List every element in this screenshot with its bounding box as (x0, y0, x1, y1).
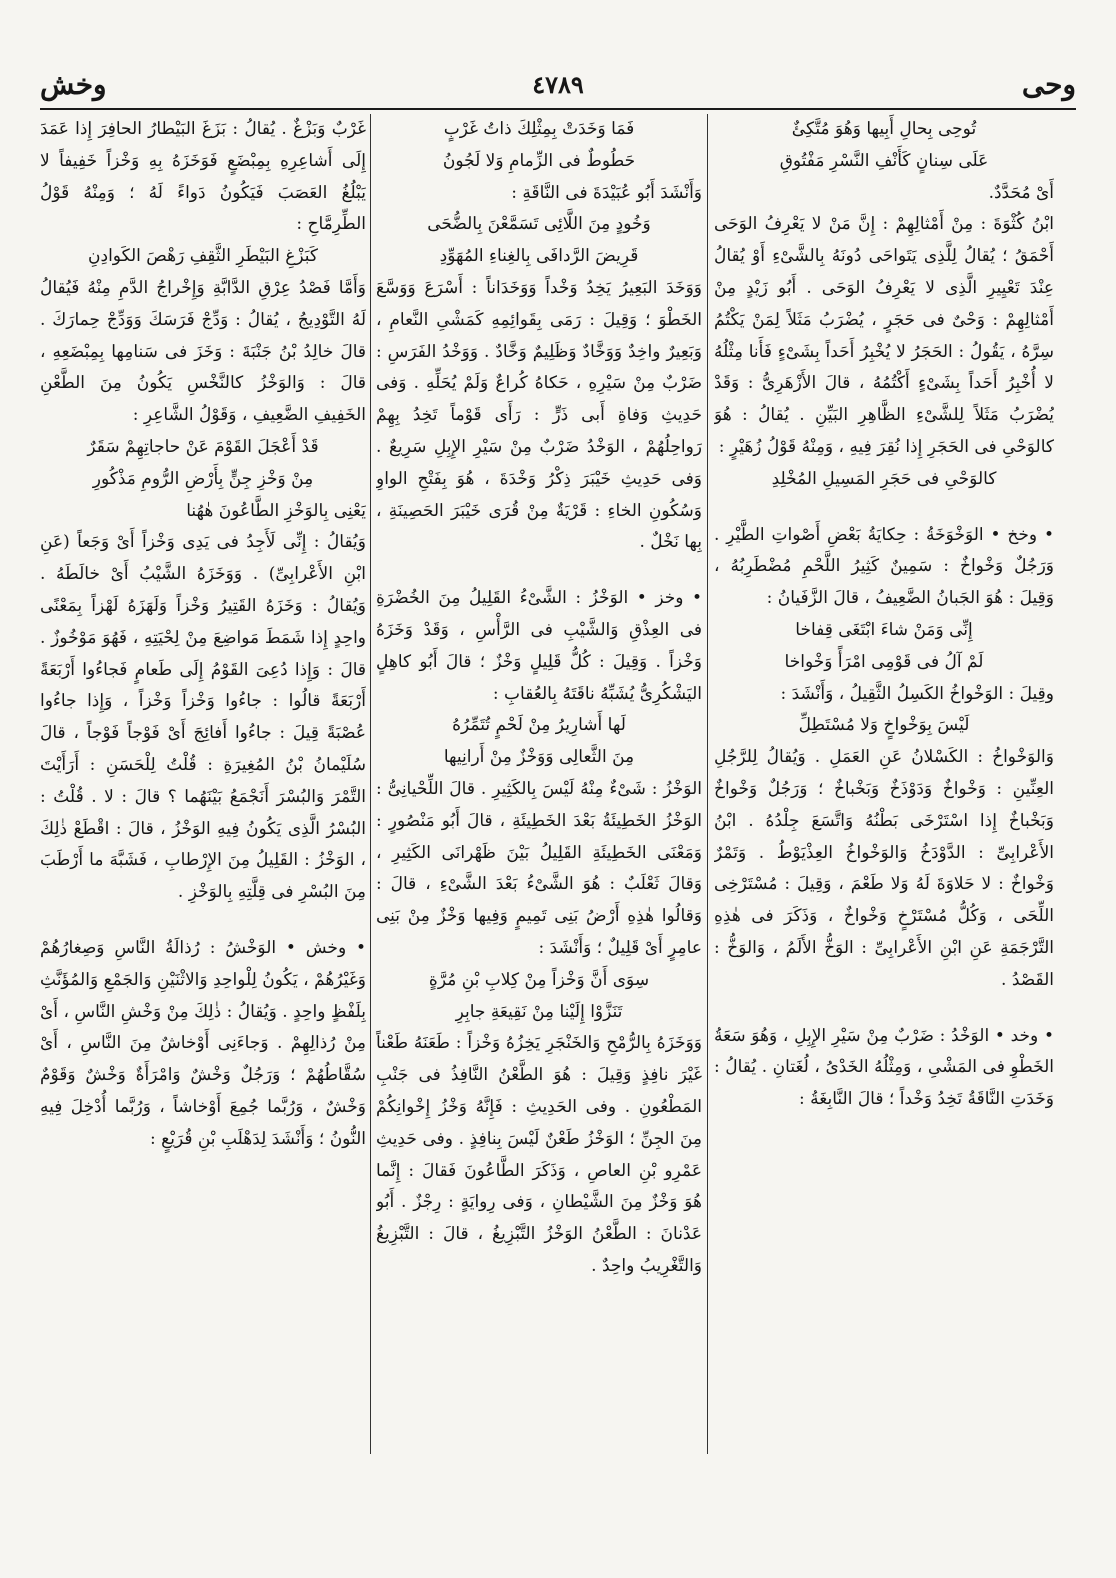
entry-paragraph: ابْنُ كُثْوَةَ : مِنْ أَمْثالِهِمْ : إِنَّ مَنْ لا يَعْرِفُ الوَحَى أَحْمَقُ ؛ يُقالُ لِلَّذِى يَتَواحَى دُونَهُ بِالشَّىْءِ أَوْ يُقالُ عِنْدَ تَعْيِيرِ الَّذِى لا يَعْرِفُ الوَحَى . أَبُو زَيْدٍ مِنْ أَمْثالِهِمْ : وَحْىٌ فى حَجَرٍ ، يُضْرَبُ مَثَلاً لِمَنْ يَكْتُمُ سِرَّهُ ، يَقُولُ : الحَجَرُ لا يُخْبِرُ أَحَداً بِشَىْءٍ فَأَنا مِثْلُهُ لا أُخْبِرُ أَحَداً بِشَىْءٍ أَكْتُمُهُ ، قالَ الأَزْهَرِىُّ : وَقَدْ يُضْرَبُ مَثَلاً لِلشَّىْءِ الظَّاهِرِ البَيِّنِ . يُقالُ : هُوَ كالوَحْىِ فى الحَجَرِ إِذا نُقِرَ فِيهِ ، وَمِنْهُ قَوْلُ زُهَيْرٍ : (714, 214, 1054, 457)
verse-line: مِنَ الثَّعالِى وَوَخْزٌ مِنْ أَرانِيها (443, 747, 635, 768)
entry-paragraph: وَالوَخْواخُ : الكَسْلانُ عَنِ العَمَلِ . وَيُقالُ لِلرَّجُلِ العِنِّينِ : وَخْواخٌ وَدَوْذَخٌ وَبَخْباخٌ ؛ وَرَجُلٌ وَخْواخٌ وَبَخْباخٌ إِذا اسْتَرْخَى بَطْنُهُ وَاتَّسَعَ جِلْدُهُ . ابْنُ الأَعْرابِىِّ : الدَّوْدَخُ وَالوَخْواخُ العِذْيَوْطُ . وَتَمْرٌ وَخْواخٌ : لا حَلاوَةَ لَهُ وَلا طَعْمَ ، وَقِيلَ : مُسْتَرْخِى اللِّحَى ، وَكُلُّ مُسْتَرْخٍ وَخْواخٌ ، وَذَكَرَ فى هٰذِهِ التَّرْجَمَةِ عَنِ ابْنِ الأَعْرابِىِّ : الوَخُّ الأَلَمُ ، وَالوَخُّ : القَصْدُ . (714, 747, 1054, 990)
entry-paragraph: وقِيلَ : الوَخْواخُ الكَسِلُ الثَّقِيلُ ، وَأَنْشَدَ : (780, 683, 1054, 704)
verse-line: وَخُودٍ مِنَ اللَّائِى تَسَمَّعْنَ بِالضُّحَى (427, 214, 651, 235)
verse-line: سِوَى أَنَّ وَخْزاً مِنْ كِلابِ بْنِ مُرَّةٍ (428, 969, 650, 990)
verse-line: تَنَزَّوْا إِلَيْنا مِنْ نَقِيعَةِ جابِرِ (455, 1001, 623, 1022)
column-middle (376, 114, 702, 1464)
header-right-entry: وحى (1021, 68, 1076, 101)
verse-line: قَرِيضَ الرَّدافَى بِالغِناءِ المُهَوِّدِ (439, 246, 639, 267)
entry-paragraph: وَأَنْشَدَ أَبُو عُبَيْدَةَ فى النَّاقَةِ : (511, 182, 702, 203)
entry-paragraph: وَأَمَّا فَصْدُ عِرْقِ الدَّابَّةِ وَإِخْراجُ الدَّمِ مِنْهُ فَيُقالُ لَهُ التَّوْدِيجُ ، يُقالُ : وَدِّجْ فَرَسَكَ وَوَدِّجْ حِمارَكَ . قالَ خالِدُ بْنُ جَنْبَةَ : وَخَزَ فى سَنامِها بِمِبْضَعِهِ ، قالَ : وَالوَخْزُ كالنَّخْسِ يَكُونُ مِنَ الطَّعْنِ الخَفِيفِ الضَّعِيفِ ، وَقَوْلُ الشَّاعِرِ : (40, 277, 366, 426)
page-header (40, 68, 1076, 108)
verse-line: قَدْ أَعْجَلَ القَوْمَ عَنْ حاجاتِهِمْ سَقَرٌ (87, 436, 319, 457)
entry-paragraph: أَىْ مُحَدَّدٌ. (988, 182, 1054, 203)
verse-line: لَها أَشارِيرُ مِنْ لَحْمٍ تُتَمِّرُهُ (452, 715, 626, 736)
entry-paragraph: • وخد • الوَخْدُ : ضَرْبٌ مِنْ سَيْرِ الإِبِلِ ، وَهُوَ سَعَةُ الخَطْوِ فى المَشْىِ ، وَمِثْلُهُ الخَدْىُ ، لُغَتانِ . يُقالُ : وَخَدَتِ النَّاقَةُ تَخِدُ وَخْداً ؛ قالَ النَّابِغَةُ : (714, 1025, 1054, 1110)
entry-spacer (714, 997, 1054, 1021)
verse-line: مِنْ وَخْزِ جِنٍّ بِأَرْضِ الرُّومِ مَذْكُورِ (92, 468, 314, 489)
verse-line: فَمَا وَخَدَتْ بِمِثْلِكَ ذاتُ غَرْبٍ (443, 119, 635, 139)
verse-line: لَمْ آلُ فى قَوْمِى امْرَأً وَخْواخا (784, 651, 984, 672)
entry-paragraph: الوَخْزُ : شَىْءٌ مِنْهُ لَيْسَ بِالكَثِيرِ . قالَ اللِّحْيانِىُّ : الوَخْزُ الخَطِيئَةُ بَعْدَ الخَطِيئَةِ ، قالَ أَبُو مَنْصُورٍ : وَمَعْنَى الخَطِيئَةِ القَلِيلُ بَيْنَ ظَهْرانَى الكَثِيرِ ، وَقالَ ثَعْلَبٌ : هُوَ الشَّىْءُ بَعْدَ الشَّىْءِ ، قالَ : وَقالُوا هٰذِهِ أَرْضُ بَنِى تَمِيمٍ وَفِيها وَخْزٌ مِنْ بَنِى عامِرٍ أَىْ قَلِيلٌ ؛ وَأَنْشَدَ : (376, 778, 702, 958)
verse-line: حَطُوطٌ فى الزِّمامِ وَلا لَجُونُ (442, 150, 636, 171)
page-number: ٤٧٨٩ (532, 70, 584, 99)
column-divider (370, 114, 371, 1454)
column-divider (707, 114, 708, 1454)
column-left (40, 114, 366, 1464)
verse-line: لَيْسَ بِوَخْواخٍ وَلا مُسْتَطِلِّ (798, 715, 970, 736)
entry-paragraph: وَوَخَزَهُ بِالرُّمْحِ وَالخَنْجَرِ يَخِزُهُ وَخْزاً : طَعَنَهُ طَعْناً غَيْرَ نافِذٍ وَقِيلَ : هُوَ الطَّعْنُ النَّافِذُ فى جَنْبِ المَطْعُونِ . وفى الحَدِيثِ : فَإِنَّهُ وَخْزُ إِخْوانِكُمْ مِنَ الجِنِّ ؛ الوَخْزُ طَعْنٌ لَيْسَ بِنافِذٍ . وفى حَدِيثِ عَمْرِو بْنِ العاصِ ، وَذَكَرَ الطَّاعُونَ فَقالَ : إِنَّما هُوَ وَخْزٌ مِنَ الشَّيْطانِ ، وَفى رِوايَةٍ : رِجْزٌ . أَبُو عَدْنانَ : الطَّعْنُ الوَخْزُ التَّبْزِيغُ ، قالَ : التَّبْزِيغُ وَالتَّغْرِيبُ واحِدٌ . (376, 1033, 702, 1276)
entry-paragraph: وَيُقالُ : إِنِّى لَأَجِدُ فى يَدِى وَخْزاً أَىْ وَجَعاً (عَنِ ابْنِ الأَعْرابِىِّ) . وَوَخَزَهُ الشَّيْبُ أَىْ خالَطَهُ . وَيُقالُ : وَخَزَهُ القَتِيرُ وَخْزاً وَلَهَزَهُ لَهْزاً بِمَعْنًى واحِدٍ إِذا شَمَطَ مَواضِعَ مِنْ لِحْيَتِهِ ، فَهُوَ مَوْخُوزٌ . قالَ : وَإِذا دُعِىَ القَوْمُ إِلَى طَعامٍ فَجاءُوا أَرْبَعَةً أَرْبَعَةً قالُوا : جاءُوا وَخْزاً وَخْزاً ، وَإِذا جاءُوا عُصْبَةً قِيلَ : جاءُوا أَفائِجَ أَىْ فَوْجاً فَوْجاً ، قالَ سُلَيْمانُ بْنُ المُغِيرَةِ : قُلْتُ لِلْحَسَنِ : أَرَأَيْتَ التَّمْرَ وَالبُسْرَ أَنَجْمَعُ بَيْنَهُما ؟ قالَ : لا . قُلْتُ : البُسْرُ الَّذِى يَكُونُ فِيهِ الوَخْزُ ، قالَ : اقْطَعْ ذٰلِكَ ، الوَخْزُ : القَلِيلُ مِنَ الإِرْطابِ ، فَشَبَّهَ ما أَرْطَبَ مِنَ البُسْرِ فى قِلَّتِهِ بِالوَخْزِ . (40, 532, 366, 903)
verse-line: إِنِّى وَمَنْ شاءَ ابْتَغَى قِفاخا (795, 619, 973, 640)
entry-paragraph: • وخخ • الوَخْوَخَةُ : حِكايَةُ بَعْضِ أَصْواتِ الطَّيْرِ . وَرَجُلٌ وَخْواخٌ : سَمِينٌ كَثِيرُ اللَّحْمِ مُضْطَرِبُهُ ، وَقِيلَ : هُوَ الجَبانُ الضَّعِيفُ ، قالَ الزَّفَيانُ : (714, 524, 1054, 609)
header-left-entry: وخش (40, 68, 107, 101)
entry-spacer (376, 559, 702, 583)
verse-line: عَلَى سِنانٍ كَأَنْفِ النَّسْرِ مَفْتُوقِ (779, 150, 989, 171)
entry-paragraph: غَرْبٌ وَبَزْغٌ . يُقالُ : بَزَغَ البَيْطارُ الحافِرَ إِذا عَمَدَ إِلَى أَشاعِرِهِ بِمِبْضَعٍ فَوَخَزَهُ بِهِ وَخْزاً خَفِيفاً لا يَبْلُغُ العَصَبَ فَيَكُونُ دَواءً لَهُ ؛ وَمِنْهُ قَوْلُ الطِّرِمَّاحِ : (40, 119, 366, 235)
verse-line: كالوَحْىِ فى حَجَرِ المَسِيلِ المُخْلِدِ (771, 468, 997, 489)
entry-spacer (40, 909, 366, 933)
entry-paragraph: • وخز • الوَخْزُ : الشَّىْءُ القَلِيلُ مِنَ الخُضْرَةِ فى العِذْقِ وَالشَّيْبِ فى الرَّأْسِ ، وَقَدْ وَخَزَهُ وَخْزاً . وَقِيلَ : كُلُّ قَلِيلٍ وَخْزٌ ؛ قالَ أَبُو كاهِلٍ اليَشْكُرِىُّ يُشَبِّهُ ناقَتَهُ بِالعُقابِ : (376, 588, 702, 704)
header-rule (40, 108, 1076, 110)
entry-paragraph: • وخش • الوَخْشُ : رُذالَةُ النَّاسِ وَصِغارُهُمْ وَغَيْرُهُمْ ، يَكُونُ لِلْواحِدِ وَالاثْنَيْنِ وَالجَمْعِ وَالمُؤَنَّثِ بِلَفْظٍ واحِدٍ . وَيُقالُ : ذٰلِكَ مِنْ وَخْشِ النَّاسِ ، أَىْ مِنْ رُذالِهِمْ . وَجاءَنِى أَوْخاشٌ مِنَ النَّاسِ ، أَىْ سُقَّاطُهُمْ ؛ وَرَجُلٌ وَخْشٌ وَامْرَأَةٌ وَخْشٌ وَقَوْمٌ وَخْشٌ ، وَرُبَّما جُمِعَ أَوْخاشاً ، وَرُبَّما أُدْخِلَ فِيهِ النُّونُ ؛ وَأَنْشَدَ لِدَهْلَبِ بْنِ قُرَيْعٍ : (40, 937, 366, 1149)
column-right (714, 114, 1054, 1464)
verse-line: تُوحِى بِحالِ أَبِيها وَهُوَ مُتَّكِئٌ (791, 119, 977, 139)
verse-line: كَبَزْغِ البَيْطَرِ الثَّقِفِ رَهْصَ الكَوادِنِ (88, 246, 318, 267)
entry-spacer (714, 496, 1054, 520)
entry-paragraph: يَعْنِى بِالوَخْزِ الطَّاعُونَ هٰهُنا (186, 500, 366, 521)
entry-paragraph: وَوَخَدَ البَعِيرُ يَخِدُ وَخْداً وَوَخَدَاناً : أَسْرَعَ وَوَسَّعَ الخَطْوَ ؛ وَقِيلَ : رَمَى بِقَوائِمِهِ كَمَشْىِ النَّعامِ ، وَبَعِيرٌ واخِدٌ وَوَخَّادٌ وَظَلِيمٌ وَخَّادٌ . وَوَخْدُ الفَرَسِ : ضَرْبٌ مِنْ سَيْرِهِ ، حَكاهُ كُراعٌ وَلَمْ يُحَلِّهِ . وَفى حَدِيثِ وَفاةِ أَبى ذَرٍّ : رَأَى قَوْماً تَخِدُ بِهِمْ رَواحِلُهُمْ ، الوَخْدُ ضَرْبٌ مِنْ سَيْرِ الإِبِلِ سَرِيعٌ . وَفى حَدِيثِ خَيْبَرَ ذِكْرُ وَخْدَةَ ، هُوَ بِفَتْحِ الواوِ وَسُكُونِ الخاءِ : قَرْيَةٌ مِنْ قُرَى خَيْبَرَ الحَصِينَةِ ، بِها نَخْلٌ . (376, 277, 702, 553)
